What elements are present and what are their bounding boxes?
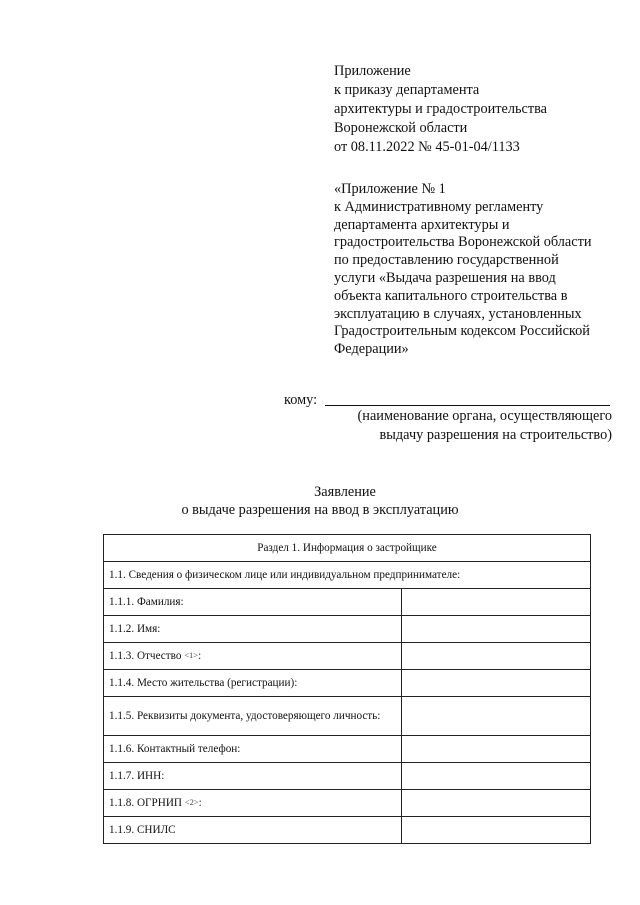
appendix-line: к Административному регламенту	[334, 198, 544, 215]
table-row	[104, 535, 591, 562]
label-suffix: :	[198, 797, 202, 809]
appendix-line: Градостроительным кодексом Российской	[334, 323, 590, 340]
snils-field[interactable]	[402, 817, 591, 844]
recipient-label: кому:	[284, 392, 318, 408]
identity-document-field[interactable]	[402, 697, 591, 736]
table-row	[104, 643, 591, 670]
residence-field[interactable]	[402, 670, 591, 697]
appendix-line: «Приложение № 1	[334, 181, 446, 197]
footnote-ref: <2>	[184, 797, 199, 807]
patronymic-field[interactable]	[402, 643, 591, 670]
appendix-line: градостроительства Воронежской области	[334, 234, 592, 251]
table-row	[104, 817, 591, 844]
recipient-hint-line: выдачу разрешения на строительство)	[379, 427, 612, 443]
appendix-line: департамента архитектуры и	[334, 216, 510, 233]
title-line-1: Заявление	[314, 484, 376, 500]
field-label: 1.1.7. ИНН:	[104, 763, 402, 790]
footnote-ref: <1>	[184, 650, 199, 660]
recipient-hint	[330, 407, 612, 445]
surname-field[interactable]	[402, 589, 591, 616]
field-label-text: 1.1.8. ОГРНИП	[109, 797, 185, 809]
table-row	[104, 790, 591, 817]
recipient-hint-line: (наименование органа, осуществляющего	[357, 408, 612, 424]
appendix-line: Федерации»	[334, 341, 409, 358]
field-label: 1.1.5. Реквизиты документа, удостоверяющего личность:	[104, 697, 402, 736]
field-label	[104, 790, 402, 817]
subsection-header: 1.1. Сведения о физическом лице или индивидуальном предпринимателе:	[104, 562, 591, 589]
appendix-line: объекта капитального строительства в	[334, 287, 568, 304]
order-reference-block	[334, 62, 624, 157]
document-title	[0, 483, 640, 519]
field-label: 1.1.6. Контактный телефон:	[104, 736, 402, 763]
table-row	[104, 670, 591, 697]
ogrnip-field[interactable]	[402, 790, 591, 817]
field-label: 1.1.4. Место жительства (регистрации):	[104, 670, 402, 697]
header-line: Приложение	[334, 63, 411, 79]
field-label: 1.1.9. СНИЛС	[104, 817, 402, 844]
table-row	[104, 589, 591, 616]
table-row	[104, 616, 591, 643]
table-row	[104, 763, 591, 790]
inn-field[interactable]	[402, 763, 591, 790]
appendix-line: по предоставлению государственной	[334, 252, 559, 269]
phone-field[interactable]	[402, 736, 591, 763]
table-row	[104, 562, 591, 589]
label-suffix: :	[198, 650, 202, 662]
field-label-text: 1.1.3. Отчество	[109, 650, 185, 662]
first-name-field[interactable]	[402, 616, 591, 643]
header-line: Воронежской области	[334, 120, 468, 136]
recipient-fill-line[interactable]	[325, 405, 610, 406]
field-label: 1.1.2. Имя:	[104, 616, 402, 643]
applicant-info-table	[103, 534, 591, 844]
table-row	[104, 736, 591, 763]
section-header: Раздел 1. Информация о застройщике	[104, 535, 591, 562]
field-label	[104, 643, 402, 670]
appendix-line: эксплуатацию в случаях, установленных	[334, 305, 582, 322]
header-line: архитектуры и градостроительства	[334, 101, 548, 117]
table-row	[104, 697, 591, 736]
header-line: от 08.11.2022 № 45-01-04/1133	[334, 139, 520, 155]
regulation-reference-block	[334, 181, 624, 359]
header-line: к приказу департамента	[334, 82, 480, 98]
field-label: 1.1.1. Фамилия:	[104, 589, 402, 616]
appendix-line: услуги «Выдача разрешения на ввод	[334, 269, 556, 286]
title-line-2: о выдаче разрешения на ввод в эксплуатацию	[181, 502, 459, 518]
